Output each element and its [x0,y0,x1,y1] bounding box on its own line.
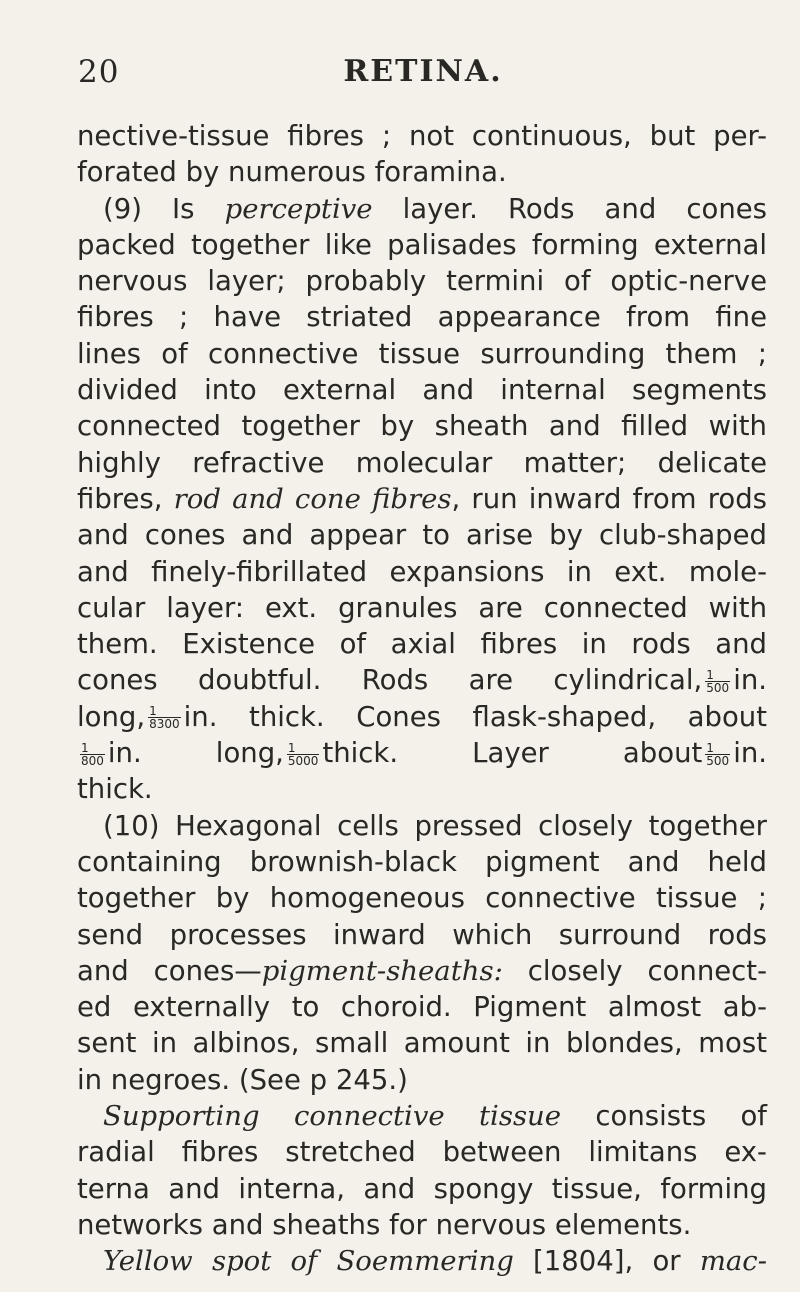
text-line: (9) Is perceptive layer. Rods and cones [103,192,768,225]
text-line: containing brownish-black pigment and held [77,845,767,878]
text-line: connected together by sheath and filled with [77,410,767,443]
text-line: and cones—pigment-sheaths: closely connect- [77,954,767,987]
fraction: $\frac{1}{500}$ [706,667,730,695]
text-line: Supporting connective tissue consists of [103,1100,767,1133]
text-line: cones doubtful. Rods are cylindrical, $\frac{1}{500}$ in. [77,664,767,697]
text-line: networks and sheaths for nervous elements. [77,1208,692,1241]
page-number: 20 [78,54,120,90]
text-line: Yellow spot of Soemmering [1804], or mac- [103,1245,767,1278]
text-line: fibres, rod and cone fibres, run inward from rods [77,482,768,515]
italic-term: pigment-sheaths: [261,954,503,987]
italic-term: perceptive [224,192,373,225]
italic-term: Yellow spot of Soemmering [103,1245,514,1278]
text-line: divided into external and internal segments [77,374,767,407]
fraction: $\frac{1}{5000}$ [287,740,319,768]
running-head [78,54,768,94]
text-line: lines of connective tissue surrounding them ; [77,337,767,370]
fraction: $\frac{1}{500}$ [706,740,730,768]
text-line: long, $\frac{1}{8300}$ in. thick. Cones flask-shaped, about [77,700,767,733]
text-line: nervous layer; probably termini of optic-nerve [77,265,767,298]
text-line: them. Existence of axial fibres in rods and [77,628,767,661]
text-line: highly refractive molecular matter; delicate [77,446,767,479]
italic-term: rod and cone fibres [173,482,452,515]
text-line: packed together like palisades forming external [77,228,767,261]
text-line: ed externally to choroid. Pigment almost ab- [77,991,767,1024]
fraction: $\frac{1}{800}$ [81,740,104,768]
text-line: cular layer: ext. granules are connected with [77,591,767,624]
text-line: thick. [77,773,153,806]
text-line: (10) Hexagonal cells pressed closely together [103,809,767,842]
fraction: $\frac{1}{8300}$ [149,704,180,732]
text-line: fibres ; have striated appearance from fine [77,301,767,334]
text-line: sent in albinos, small amount in blondes, most [77,1027,767,1060]
text-line: and finely-fibrillated expansions in ext. mole- [77,555,767,588]
text-line: radial fibres stretched between limitans ex- [77,1136,767,1169]
text-line: terna and interna, and spongy tissue, forming [77,1172,767,1205]
italic-term: Supporting connective tissue [103,1100,562,1133]
text-line: in negroes. (See p 245.) [77,1063,408,1096]
text-line: together by homogeneous connective tissue ; [77,882,767,915]
italic-term: mac- [699,1245,767,1278]
text-line: and cones and appear to arise by club-shaped [77,519,767,552]
text-line: send processes inward which surround rods [77,918,767,951]
text-line: nective-tissue fibres ; not continuous, but per- [77,120,767,152]
text-line: $\frac{1}{800}$ in. long, $\frac{1}{5000}$ thick. Layer about $\frac{1}{500}$ in. [81,737,767,770]
body-text [77,118,767,1280]
text-line: forated by numerous foramina. [77,156,507,189]
chapter-title: RETINA. [343,54,503,89]
